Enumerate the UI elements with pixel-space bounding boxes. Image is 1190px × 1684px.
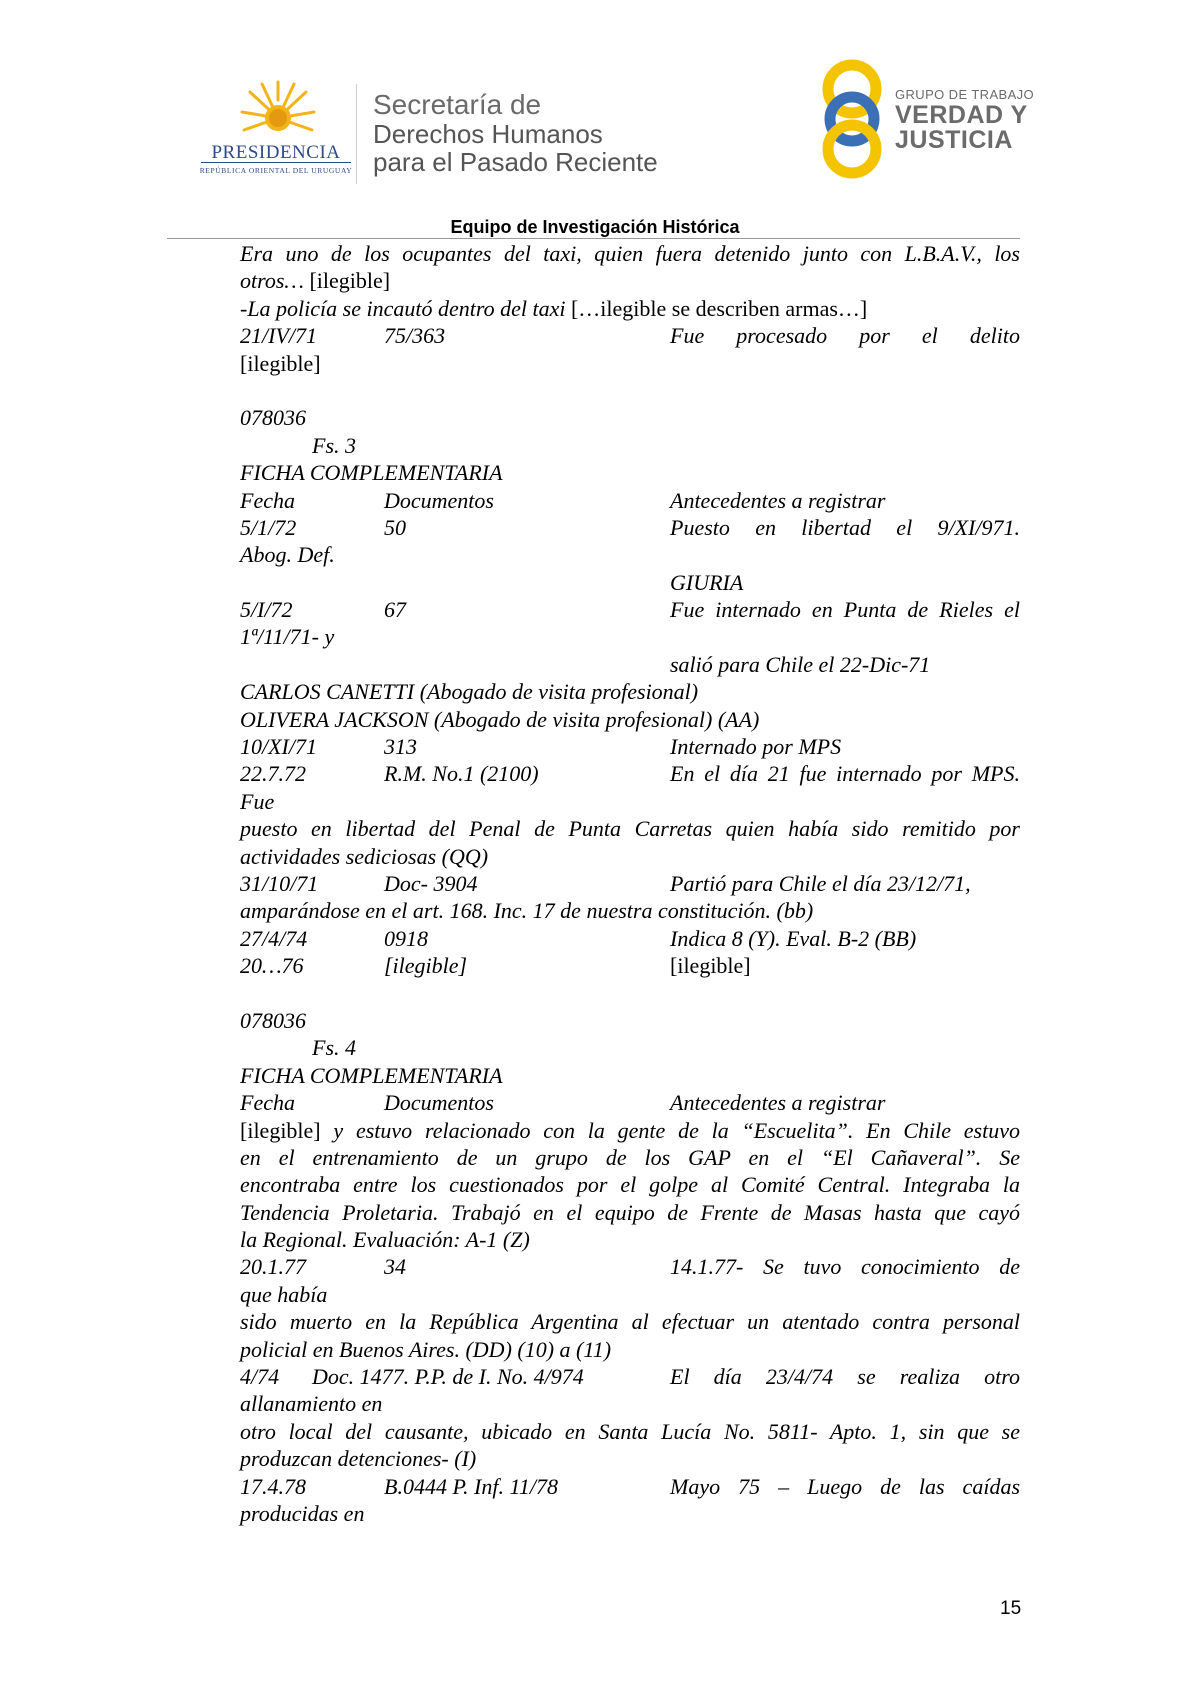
body-line: amparándose en el art. 168. Inc. 17 de nuestra constitución. (bb)	[240, 898, 814, 924]
header-divider	[356, 84, 357, 184]
cell-date: 4/74	[240, 1364, 280, 1390]
blank-line	[240, 377, 1020, 404]
cell-document: 313	[384, 734, 417, 760]
secretaria-line-1: Secretaría de	[373, 89, 542, 120]
table-row	[240, 733, 1020, 760]
body-line: Era uno de los ocupantes del taxi, quien fuera detenido junto con L.B.A.V., los	[240, 241, 1020, 266]
body-text: otros…	[240, 268, 310, 294]
body-line: Fue	[240, 788, 275, 814]
secretaria-line-2: Derechos Humanos	[373, 119, 603, 149]
cell-document: [ilegible]	[384, 953, 468, 979]
body-line: puesto en libertad del Penal de Punta Carretas quien había sido remitido por	[240, 816, 1020, 842]
cell-document: Doc- 3904	[384, 870, 478, 896]
folio-number: Fs. 3	[312, 432, 356, 458]
body-line	[240, 267, 1020, 294]
page-number: 15	[1000, 1598, 1022, 1619]
presidencia-logo	[195, 78, 357, 178]
secretaria-logo-text	[373, 90, 658, 176]
body-line: otro local del causante, ubicado en Santa Lucía No. 5811- Apto. 1, sin que se	[240, 1418, 1020, 1444]
header-documents: Documentos	[384, 1090, 494, 1116]
body-line: en el entrenamiento de un grupo de los GAP en el “El Cañaveral”. Se	[240, 1144, 1020, 1170]
table-row	[240, 1253, 1020, 1280]
body-line: produzcan detenciones- (I)	[240, 1446, 477, 1472]
body-line: 1ª/11/71- y	[240, 624, 335, 650]
cell-date: 21/IV/71	[240, 323, 317, 349]
cell-record: Fue internado en Punta de Rieles el	[670, 597, 1020, 623]
verdad-justicia-emblem-icon	[812, 57, 892, 181]
body-line: la Regional. Evaluación: A-1 (Z)	[240, 1227, 530, 1253]
cell-document: B.0444 P. Inf. 11/78	[384, 1473, 558, 1499]
secretaria-line-3: para el Pasado Reciente	[373, 147, 658, 177]
table-row	[240, 514, 1020, 541]
file-number: 078036	[240, 405, 306, 431]
cell-date: 27/4/74	[240, 925, 308, 951]
table-header	[240, 1089, 1020, 1116]
header-documents: Documentos	[384, 487, 494, 513]
body-line: actividades sediciosas (QQ)	[240, 843, 489, 869]
vj-line-3: JUSTICIA	[895, 126, 1013, 154]
cell-record: Puesto en libertad el 9/XI/971.	[670, 514, 1020, 540]
table-row	[240, 1473, 1020, 1500]
cell-document: 34	[384, 1254, 406, 1280]
table-header	[240, 487, 1020, 514]
section-title: FICHA COMPLEMENTARIA	[240, 460, 503, 486]
verdad-justicia-logo-text	[895, 87, 1034, 153]
cell-record: GIURIA	[670, 569, 744, 595]
table-row	[240, 322, 1020, 349]
header-date: Fecha	[240, 487, 295, 513]
table-row	[240, 870, 1020, 897]
table-row	[240, 596, 1020, 623]
body-line	[240, 295, 1020, 322]
table-row	[240, 925, 1020, 952]
header-records: Antecedentes a registrar	[670, 487, 886, 513]
body-line: producidas en	[240, 1500, 365, 1526]
header-team-title: Equipo de Investigación Histórica	[450, 217, 740, 237]
table-row	[240, 952, 1020, 979]
cell-record: En el día 21 fue internado por MPS.	[670, 761, 1020, 787]
header-records: Antecedentes a registrar	[670, 1090, 886, 1116]
cell-record: salió para Chile el 22-Dic-71	[670, 651, 931, 677]
sun-emblem-icon	[240, 78, 316, 148]
cell-date: 10/XI/71	[240, 734, 317, 760]
cell-record: [ilegible]	[670, 953, 751, 979]
blank-line	[240, 980, 1020, 1007]
cell-record: Mayo 75 – Luego de las caídas	[670, 1473, 1020, 1499]
illegible-note: [ilegible]	[240, 1117, 321, 1143]
cell-record: Internado por MPS	[670, 734, 842, 760]
cell-document: Doc. 1477. P.P. de I. No. 4/974	[312, 1364, 584, 1390]
body-line: sido muerto en la República Argentina al efectuar un atentado contra personal	[240, 1309, 1020, 1335]
cell-document: 0918	[384, 925, 428, 951]
illegible-note: [ilegible]	[309, 268, 391, 294]
body-line: policial en Buenos Aires. (DD) (10) a (11)	[240, 1336, 612, 1362]
illegible-note: […ilegible se describen armas…]	[570, 295, 868, 321]
body-text: -La policía se incautó dentro del taxi	[240, 295, 571, 321]
cell-date: 20…76	[240, 953, 304, 979]
table-row	[240, 760, 1020, 787]
body-line: que había	[240, 1281, 328, 1307]
cell-record: Fue procesado por el delito	[670, 323, 1020, 349]
cell-record: Indica 8 (Y). Eval. B-2 (BB)	[670, 925, 917, 951]
cell-date: 5/1/72	[240, 514, 297, 540]
table-row	[240, 569, 1020, 596]
table-row	[240, 651, 1020, 678]
cell-record: 14.1.77- Se tuvo conocimiento de	[670, 1254, 1020, 1280]
cell-document: 67	[384, 597, 406, 623]
section-title: FICHA COMPLEMENTARIA	[240, 1062, 503, 1088]
presidencia-title: PRESIDENCIA	[211, 142, 341, 163]
cell-record: El día 23/4/74 se realiza otro	[670, 1364, 1020, 1390]
body-line: encontraba entre los cuestionados por el golpe al Comité Central. Integraba la	[240, 1172, 1020, 1198]
cell-date: 31/10/71	[240, 870, 319, 896]
body-text: y estuvo relacionado con la gente de la “Escuelita”. En Chile estuvo	[320, 1117, 1020, 1143]
cell-date: 22.7.72	[240, 761, 306, 787]
body-line: Tendencia Proletaria. Trabajó en el equipo de Frente de Masas hasta que cayó	[240, 1199, 1020, 1225]
header-date: Fecha	[240, 1090, 295, 1116]
body-line: allanamiento en	[240, 1391, 383, 1417]
body-line: OLIVERA JACKSON (Abogado de visita profesional) (AA)	[240, 706, 760, 732]
cell-date: 20.1.77	[240, 1254, 306, 1280]
header-rule	[167, 238, 1020, 239]
cell-document: 50	[384, 514, 406, 540]
body-line	[240, 1117, 1020, 1144]
folio-number: Fs. 4	[312, 1035, 356, 1061]
table-row	[240, 1363, 1020, 1390]
file-number: 078036	[240, 1007, 306, 1033]
cell-record: Partió para Chile el día 23/12/71,	[670, 870, 971, 896]
cell-document: R.M. No.1 (2100)	[384, 761, 539, 787]
vj-line-1: GRUPO DE TRABAJO	[895, 87, 1035, 102]
body-line: [ilegible]	[240, 350, 321, 376]
presidencia-subtitle: REPÚBLICA ORIENTAL DEL URUGUAY	[199, 166, 353, 175]
document-body	[240, 240, 1020, 1527]
cell-document: 75/363	[384, 323, 446, 349]
body-line: CARLOS CANETTI (Abogado de visita profesional)	[240, 679, 699, 705]
vj-line-2: VERDAD Y	[895, 101, 1028, 129]
cell-date: 17.4.78	[240, 1473, 306, 1499]
body-line: Abog. Def.	[240, 542, 335, 568]
cell-date: 5/I/72	[240, 597, 293, 623]
